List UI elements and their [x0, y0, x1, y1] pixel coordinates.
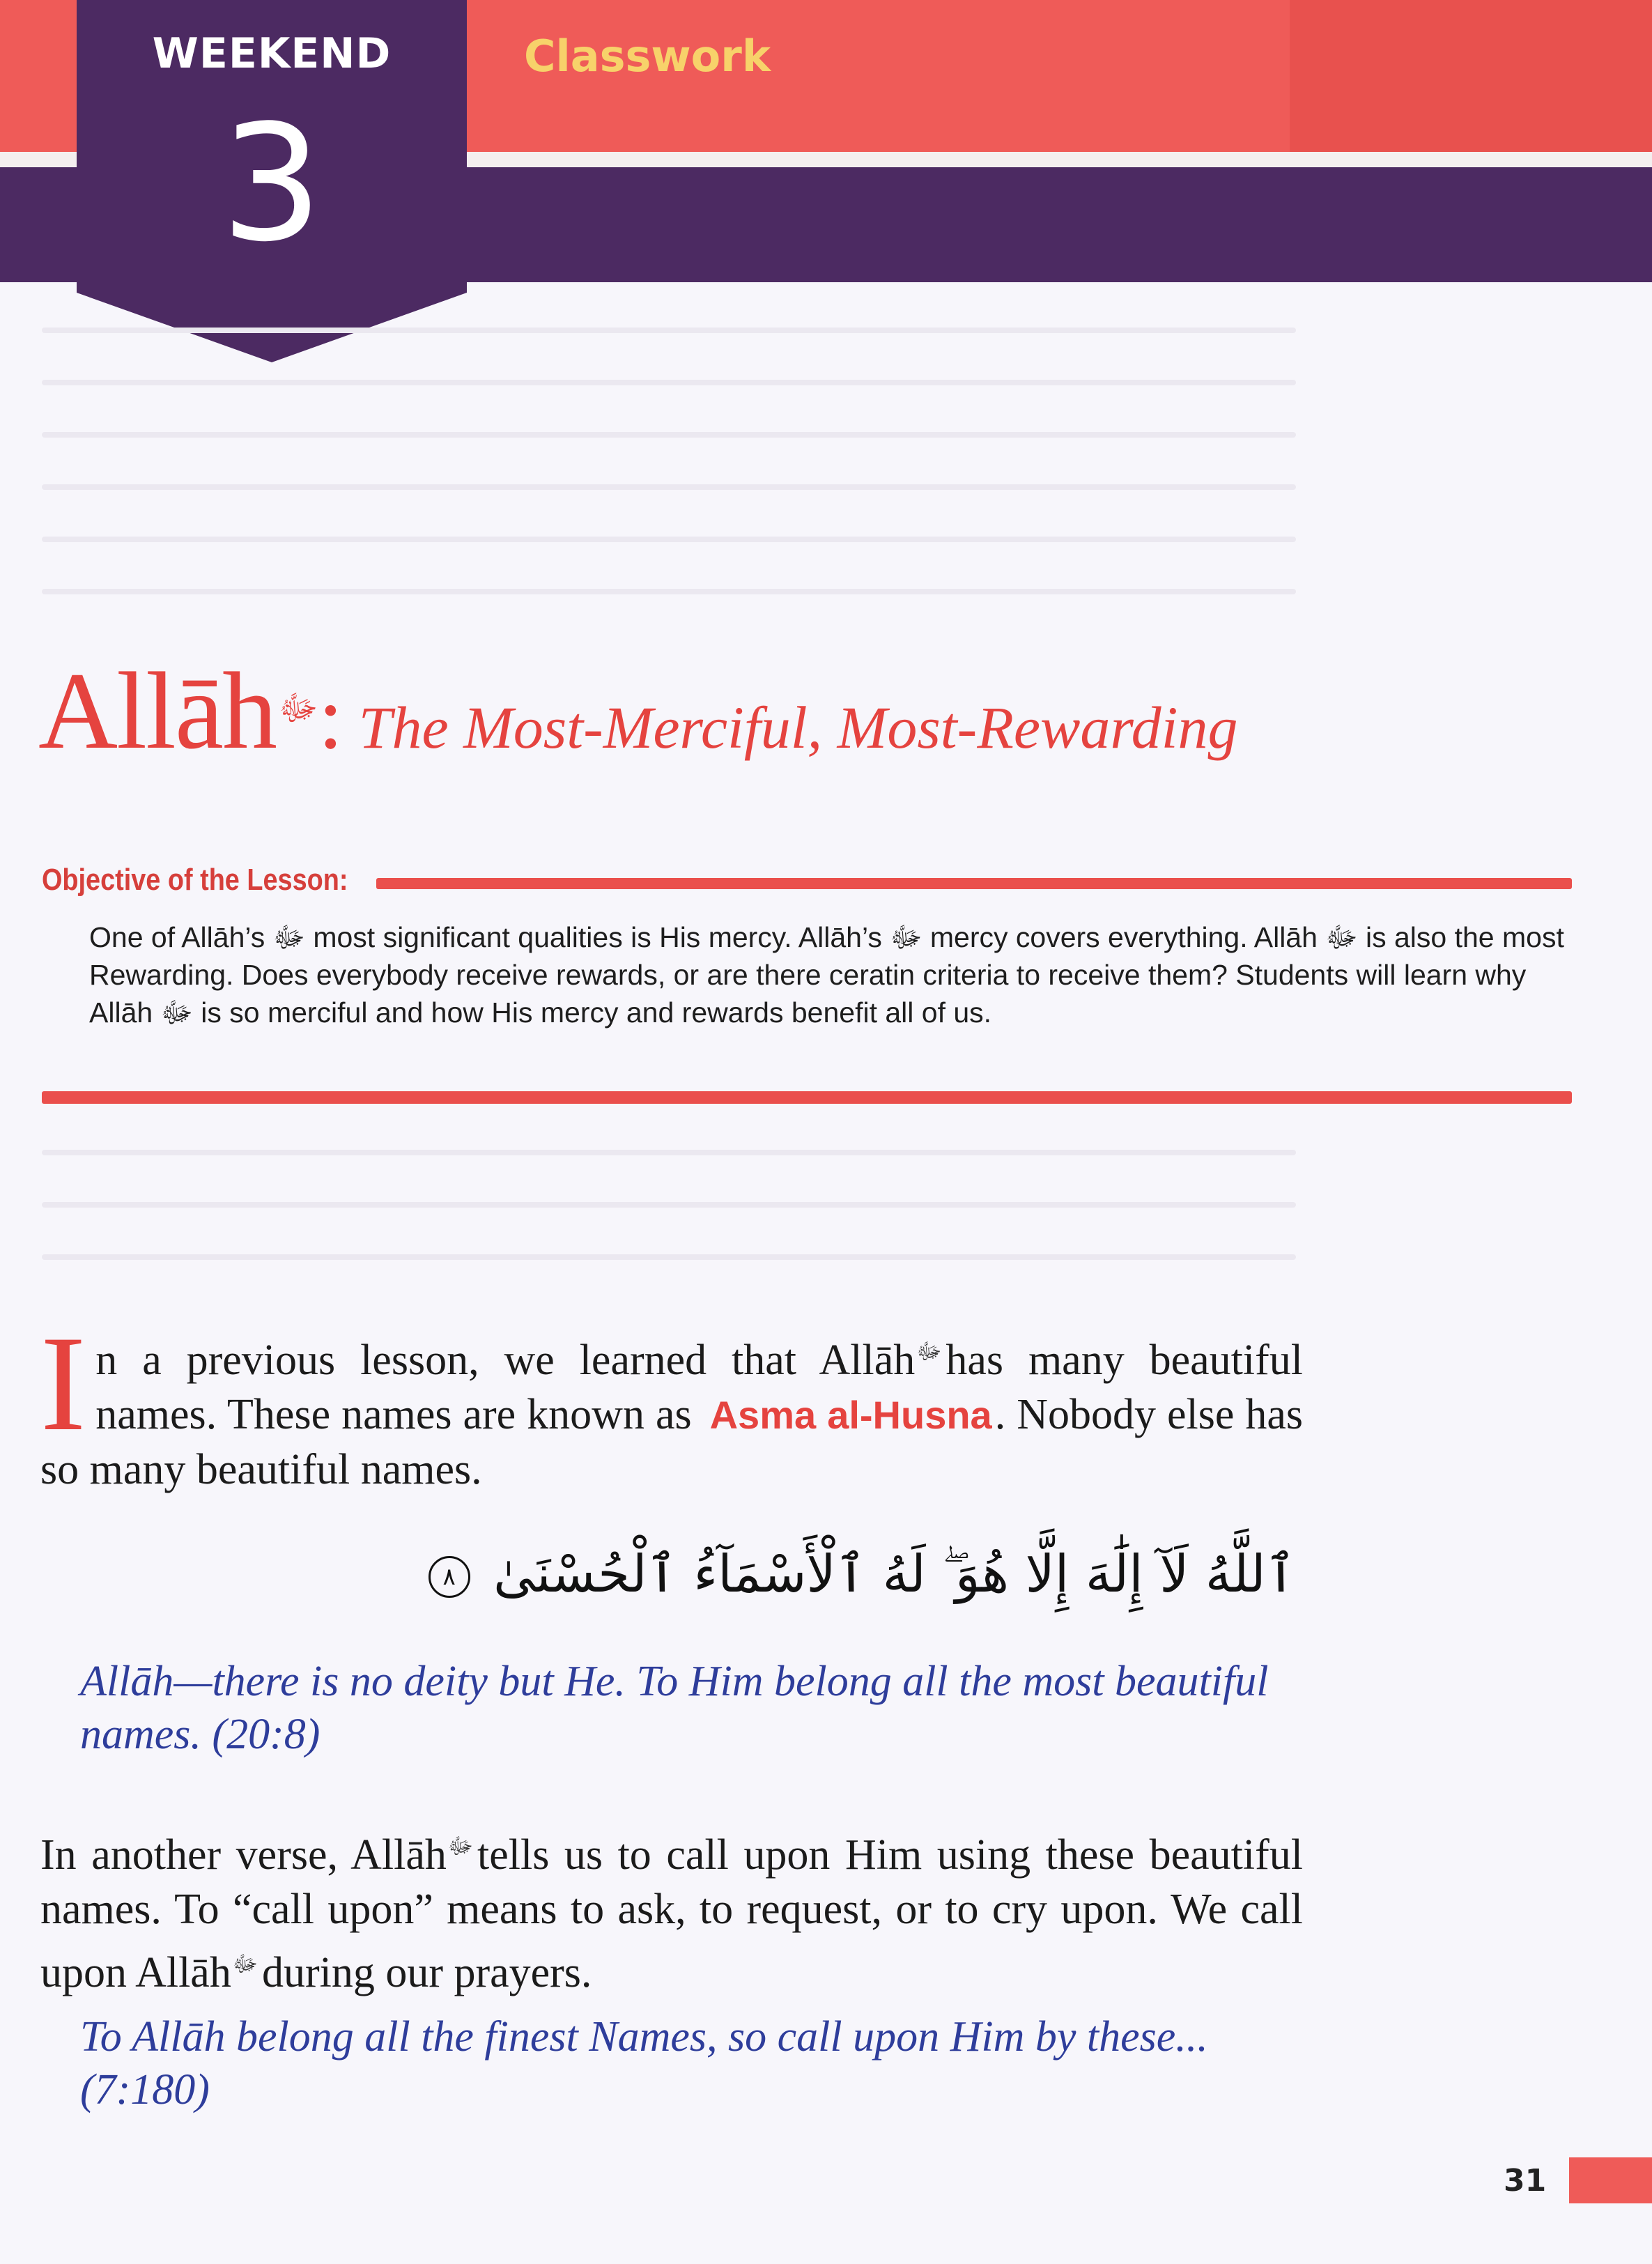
intro-paragraph	[40, 1308, 1304, 1497]
honorific-glyph: ﷻ	[447, 1833, 473, 1859]
objective-rule-top	[376, 878, 1572, 889]
verse-number-marker: ٨	[429, 1556, 470, 1598]
title-colon: :	[318, 668, 343, 768]
verse-translation: To Allāh belong all the finest Names, so call upon Him by these... (7:180)	[80, 2013, 1208, 2113]
honorific-glyph: ﷻ	[279, 688, 318, 728]
objective-text: One of Allāh’s ﷻ most significant qualities is His mercy. Allāh’s ﷻ mercy covers everything. Allāh ﷻ is also the most Rewarding. Does everybody receive rewards, or are there ceratin criteria to receive them? Students will learn why Allāh ﷻ is so merciful and how His mercy and rewards benefit all of us.	[89, 921, 1564, 1029]
title-main: Allāh	[38, 650, 277, 772]
footer-accent-bar	[1569, 2157, 1652, 2203]
objective-heading: Objective of the Lesson:	[42, 863, 348, 897]
para1-text-middle: has many beautiful names. These names are known as	[95, 1337, 1303, 1438]
highlight-term: Asma al-Husna	[709, 1393, 992, 1437]
para2-part1: In another verse, Allāh	[40, 1831, 447, 1879]
page-number: 31	[1504, 2163, 1547, 2198]
arabic-verse-text: ٱللَّهُ لَآ إِلَٰهَ إِلَّا هُوَ ۖ لَهُ ٱلْأَسْمَآءُ ٱلْحُسْنَىٰ	[493, 1544, 1296, 1604]
para2-part3: during our prayers.	[261, 1949, 592, 1996]
para1-text-before: n a previous lesson, we learned that Allāh	[95, 1337, 916, 1384]
section-label: Classwork	[524, 31, 771, 82]
arabic-verse	[279, 1543, 1296, 1605]
weekend-number: 3	[220, 91, 323, 277]
weekend-label: WEEKEND	[152, 29, 392, 78]
header-corner-block	[1290, 0, 1652, 152]
objective-rule-bottom	[42, 1091, 1572, 1104]
drop-cap: I	[40, 1308, 86, 1459]
weekend-tag	[77, 0, 467, 369]
title-subtitle: The Most-Merciful, Most-Rewarding	[358, 694, 1238, 761]
lesson-title	[38, 648, 1238, 775]
honorific-glyph: ﷻ	[916, 1338, 942, 1364]
para2-part2: tells us to call upon Him using these beautiful names. To “call upon” means to ask, to request, or to cry upon. We call upon Allāh	[40, 1831, 1303, 1996]
second-paragraph	[40, 1819, 1303, 2000]
honorific-glyph: ﷻ	[232, 1950, 258, 1977]
para1-text-after: . Nobody else has so many beautiful names.	[40, 1391, 1304, 1493]
verse-translation: Allāh—there is no deity but He. To Him belong all the most beautiful names. (20:8)	[80, 1658, 1269, 1758]
